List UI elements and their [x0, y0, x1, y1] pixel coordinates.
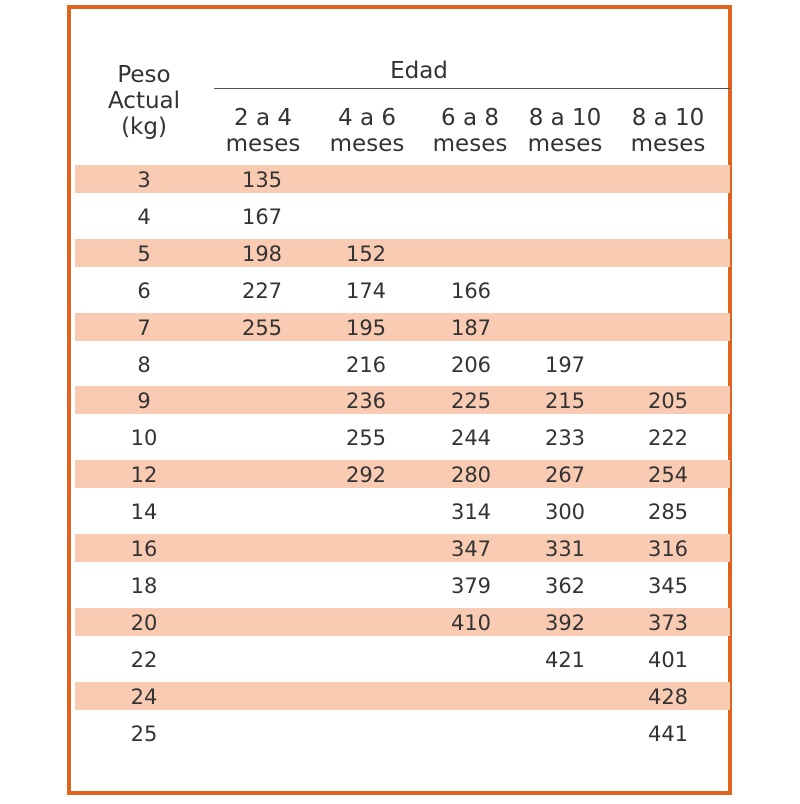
table-row	[75, 386, 730, 414]
peso-cell: 6	[137, 278, 151, 303]
edad-header-divider	[214, 88, 730, 89]
table-row	[75, 719, 730, 747]
value-cell	[211, 460, 313, 488]
value-cell	[315, 719, 417, 747]
value-cell	[617, 276, 719, 304]
peso-column-header	[94, 62, 194, 140]
value-cell: 174	[345, 278, 387, 303]
value-cell	[315, 682, 417, 710]
value-cell: 300	[544, 500, 586, 525]
value-cell	[617, 313, 719, 341]
value-cell	[420, 165, 522, 193]
value-cell: 215	[544, 389, 586, 414]
value-cell: 379	[450, 573, 492, 598]
column-header-range: 2 a 4	[234, 105, 292, 131]
value-cell: 331	[544, 537, 586, 561]
peso-header-line: Peso	[117, 62, 171, 88]
value-cell	[211, 350, 313, 378]
value-cell: 233	[544, 426, 586, 451]
table-row	[75, 571, 730, 599]
value-cell: 205	[647, 389, 689, 414]
value-cell: 401	[647, 647, 689, 672]
column-header-1	[211, 105, 315, 157]
value-cell	[315, 608, 417, 636]
value-cell	[420, 719, 522, 747]
value-cell	[211, 719, 313, 747]
table-content	[4, 4, 800, 804]
peso-cell: 4	[137, 204, 151, 229]
value-cell: 222	[647, 426, 689, 451]
value-cell: 135	[241, 168, 283, 192]
peso-cell: 25	[130, 721, 158, 746]
value-cell: 187	[450, 315, 492, 340]
value-cell: 206	[450, 352, 492, 377]
table-row	[75, 202, 730, 230]
value-cell	[211, 682, 313, 710]
value-cell	[211, 608, 313, 636]
value-cell: 285	[647, 500, 689, 525]
value-cell: 227	[241, 278, 283, 303]
table-row	[75, 645, 730, 673]
table-frame	[67, 5, 732, 795]
value-cell: 198	[241, 241, 283, 266]
peso-cell: 7	[137, 315, 151, 340]
table-row	[75, 608, 730, 636]
value-cell	[211, 571, 313, 599]
column-header-unit: meses	[329, 131, 405, 157]
peso-cell: 18	[130, 573, 158, 598]
peso-cell: 12	[130, 463, 158, 488]
value-cell: 255	[241, 315, 283, 340]
peso-cell: 16	[130, 537, 158, 561]
value-cell: 197	[544, 352, 586, 377]
value-cell: 152	[345, 241, 387, 266]
value-cell	[617, 202, 719, 230]
value-cell: 347	[450, 537, 492, 561]
value-cell: 280	[450, 463, 492, 488]
column-header-range: 8 a 10	[528, 105, 602, 131]
value-cell	[315, 645, 417, 673]
value-cell: 362	[544, 573, 586, 598]
value-cell: 225	[450, 389, 492, 414]
edad-group-header: Edad	[390, 58, 448, 84]
column-header-unit: meses	[432, 131, 508, 157]
value-cell	[514, 239, 616, 267]
table-row	[75, 423, 730, 451]
column-header-range: 6 a 8	[441, 105, 499, 131]
value-cell: 428	[647, 684, 689, 709]
peso-cell: 24	[130, 684, 158, 709]
value-cell: 441	[647, 721, 689, 746]
peso-cell: 20	[130, 610, 158, 635]
peso-cell: 14	[130, 500, 158, 525]
value-cell	[420, 202, 522, 230]
peso-header-line: (kg)	[121, 114, 167, 140]
peso-cell: 8	[137, 352, 151, 377]
value-cell: 392	[544, 610, 586, 635]
value-cell	[514, 682, 616, 710]
value-cell: 254	[647, 463, 689, 488]
value-cell	[617, 165, 719, 193]
peso-cell: 10	[130, 426, 158, 451]
value-cell	[420, 239, 522, 267]
value-cell	[315, 202, 417, 230]
column-header-4	[513, 105, 617, 157]
peso-cell: 5	[137, 241, 151, 266]
table-row	[75, 682, 730, 710]
value-cell: 345	[647, 573, 689, 598]
column-header-unit: meses	[527, 131, 603, 157]
peso-header-line: Actual	[107, 88, 181, 114]
value-cell	[514, 719, 616, 747]
value-cell: 166	[450, 278, 492, 303]
column-header-3	[418, 105, 522, 157]
value-cell	[315, 571, 417, 599]
column-header-unit: meses	[225, 131, 301, 157]
value-cell: 195	[345, 315, 387, 340]
column-header-2	[315, 105, 419, 157]
value-cell: 216	[345, 352, 387, 377]
table-row	[75, 276, 730, 304]
value-cell	[211, 497, 313, 525]
value-cell	[617, 239, 719, 267]
value-cell	[617, 350, 719, 378]
value-cell	[514, 276, 616, 304]
peso-cell: 9	[137, 389, 151, 414]
peso-cell: 22	[130, 647, 158, 672]
value-cell: 316	[647, 537, 689, 561]
value-cell	[211, 534, 313, 562]
column-header-range: 8 a 10	[631, 105, 705, 131]
value-cell: 421	[544, 647, 586, 672]
peso-cell: 3	[137, 168, 151, 192]
table-row	[75, 460, 730, 488]
value-cell: 292	[345, 463, 387, 488]
column-header-range: 4 a 6	[338, 105, 396, 131]
value-cell	[211, 423, 313, 451]
column-header-5	[616, 105, 720, 157]
value-cell: 410	[450, 610, 492, 635]
value-cell	[211, 645, 313, 673]
value-cell: 314	[450, 500, 492, 525]
value-cell	[514, 313, 616, 341]
value-cell	[315, 534, 417, 562]
value-cell: 244	[450, 426, 492, 451]
value-cell: 373	[647, 610, 689, 635]
value-cell: 167	[241, 204, 283, 229]
value-cell: 255	[345, 426, 387, 451]
value-cell	[514, 202, 616, 230]
table-row	[75, 313, 730, 341]
table-row	[75, 239, 730, 267]
value-cell: 267	[544, 463, 586, 488]
table-row	[75, 165, 730, 193]
table-row	[75, 350, 730, 378]
column-header-unit: meses	[630, 131, 706, 157]
value-cell	[420, 645, 522, 673]
table-row	[75, 534, 730, 562]
value-cell	[420, 682, 522, 710]
value-cell	[514, 165, 616, 193]
value-cell	[211, 386, 313, 414]
value-cell	[315, 165, 417, 193]
table-row	[75, 497, 730, 525]
value-cell: 236	[345, 389, 387, 414]
value-cell	[315, 497, 417, 525]
